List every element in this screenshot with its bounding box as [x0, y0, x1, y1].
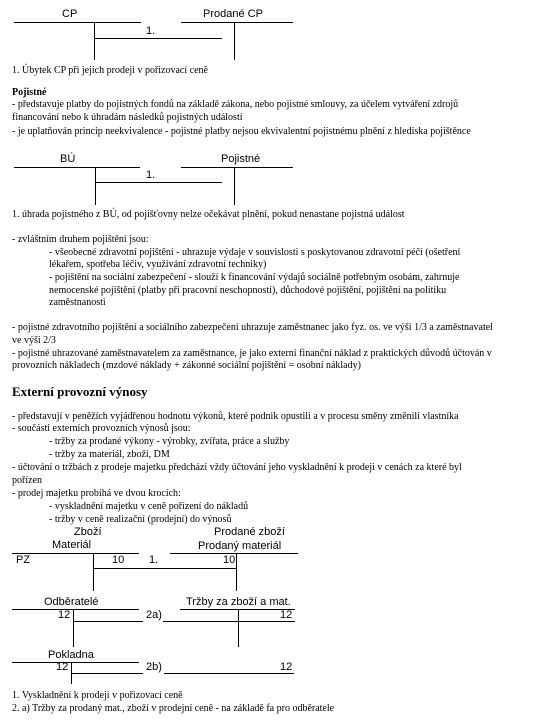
t5-entry-number: 2b)	[146, 661, 162, 673]
bullet-dash: -	[49, 436, 55, 447]
pojistne-line-2: financování nebo k úhradám následků pojistných událostí	[12, 112, 243, 123]
bullet-dash: -	[49, 514, 55, 525]
t5-entry-line-right	[164, 673, 294, 674]
special-intro: - zvláštním druhem pojištění jsou:	[12, 234, 149, 245]
t4-left-amount: 12	[58, 609, 71, 621]
t2-left-account: BÚ	[60, 153, 76, 165]
special-note-1: - pojistné zdravotního pojištění a sociálního zabezpečení uhrazuje zaměstnanec jako fyz. os. ve výši 1/3 a zaměstnavatel	[12, 322, 493, 333]
externi-line-9	[49, 513, 231, 526]
special-item-2: lékařem, spotřeba léčiv, využívání zdravotní techniky)	[49, 259, 267, 270]
externi-line-8	[49, 500, 248, 513]
t1-entry-line	[95, 38, 222, 39]
t1-left-top-line	[14, 22, 141, 23]
bullet-dash: -	[49, 449, 55, 460]
footnote-2: 2. a) Tržby za prodaný mat., zboží v prodejní ceně - na základě fa pro odběratele	[12, 703, 335, 714]
t5-entry-line-left	[71, 673, 143, 674]
t3-right-account-line1: Prodané zboží	[214, 526, 285, 538]
pojistne-line-1: - představuje platby do pojistných fondů na základě zákona, nebo pojistné smlouvy, za účelem vytváření zdrojů	[12, 99, 459, 110]
externi-line-5: - účtování o tržbách z prodeje majetku předchází vždy účtování jeho vyskladnění k prodeji v cenách za které byl	[12, 462, 462, 473]
t4-entry-line-left	[73, 621, 143, 622]
t3-left-amount: 10	[112, 554, 125, 566]
t2-left-vertical	[95, 167, 96, 205]
externi-line-6: pořízen	[12, 475, 42, 486]
t2-right-top-line	[181, 167, 293, 168]
pojistne-line-3: - je uplatňován princip neekvivalence - pojistné platby nejsou ekvivalentní pojistnému plnění z hlediska pojištěnce	[12, 126, 471, 137]
t2-right-vertical	[234, 167, 235, 205]
externi-line-4	[49, 448, 170, 461]
t2-entry-number: 1.	[146, 169, 156, 181]
t2-note: 1. úhrada pojistného z BÚ, od pojišťovny nelze očekávat plnění, pokud nenastane pojistná událost	[12, 209, 405, 220]
t3-left-vertical	[93, 553, 94, 591]
externi-line-3-text: tržby za prodané výkony - výrobky, zvířata, práce a služby	[54, 436, 290, 447]
t5-right-amount: 12	[280, 661, 293, 673]
t1-left-vertical	[94, 22, 95, 60]
special-item-1: - všeobecné zdravotní pojištění - uhrazuje výdaje v souvislosti s poskytovanou zdravotní péčí (ošetření	[49, 247, 461, 258]
t1-left-account: CP	[62, 8, 78, 20]
special-item-5: zaměstnanosti	[49, 297, 106, 308]
t4-left-account: Odběratelé	[44, 596, 99, 608]
special-item-4: nemocenské pojištění (platby při pracovní neschopnosti), důchodové pojištění, pojištění na politiku	[49, 285, 447, 296]
t3-right-amount: 10	[223, 554, 236, 566]
t4-right-amount: 12	[280, 609, 293, 621]
t3-right-vertical	[236, 553, 237, 591]
t5-left-top-line	[12, 662, 139, 663]
t3-left-account-line1: Zboží	[74, 526, 102, 538]
externi-line-1: - představují v peněžích vyjádřenou hodnotu výkonů, které podnik opustili a v procesu směny změnili vlastníka	[12, 411, 459, 422]
externi-line-9-text: tržby v ceně realizační (prodejní) do výnosů	[54, 514, 232, 525]
t2-entry-line	[96, 182, 222, 183]
externi-line-4-text: tržby za materiál, zboží, DM	[54, 449, 170, 460]
t4-right-account: Tržby za zboží a mat.	[186, 596, 291, 608]
special-note-2: ve výši 2/3	[12, 335, 56, 346]
t1-note: 1. Úbytek CP při jejich prodeji v pořizovací ceně	[12, 65, 208, 76]
t5-left-account: Pokladna	[48, 649, 94, 661]
t4-right-vertical	[238, 609, 239, 647]
t2-left-top-line	[14, 167, 140, 168]
externi-line-2: - součásti externích provozních výnosů jsou:	[12, 423, 191, 434]
t1-right-top-line	[181, 22, 293, 23]
t1-entry-number: 1.	[146, 25, 156, 37]
t3-entry-line	[94, 568, 236, 569]
t4-left-top-line	[12, 609, 139, 610]
t3-pz-label: PZ	[16, 554, 31, 566]
t2-right-account: Pojistné	[221, 153, 261, 165]
externi-line-3	[49, 435, 289, 448]
externi-heading: Externí provozní výnosy	[12, 384, 148, 399]
t3-right-account-line2: Prodaný materiál	[198, 540, 282, 552]
t4-left-vertical	[73, 609, 74, 647]
t3-left-account-line2: Materiál	[52, 539, 92, 551]
externi-line-7: - prodej majetku probíhá ve dvou krocích:	[12, 488, 181, 499]
t3-entry-number: 1.	[149, 554, 159, 566]
t4-entry-line-right	[163, 621, 295, 622]
t1-right-account: Prodané CP	[203, 8, 263, 20]
special-note-3: - pojistné uhrazované zaměstnavatelem za zaměstnance, je jako externí finanční náklad z praktických důvodů účtován v	[12, 348, 492, 359]
t5-left-amount: 12	[56, 661, 69, 673]
t4-entry-number: 2a)	[146, 609, 162, 621]
externi-line-8-text: vyskladnění majetku v ceně pořízení do nákladů	[54, 501, 249, 512]
special-note-4: provozních nákladech (mzdové náklady + zákonné sociální pojištění = osobní náklady)	[12, 360, 361, 371]
t1-right-vertical	[234, 22, 235, 60]
bullet-dash: -	[49, 501, 55, 512]
pojistne-heading: Pojistné	[12, 87, 47, 98]
footnote-1: 1. Vyskladnění k prodeji v pořizovací ceně	[12, 690, 183, 701]
special-item-3: - pojištění na sociální zabezpečení - slouží k financování výdajů sociálně potřebným osobám, zahrnuje	[49, 272, 460, 283]
